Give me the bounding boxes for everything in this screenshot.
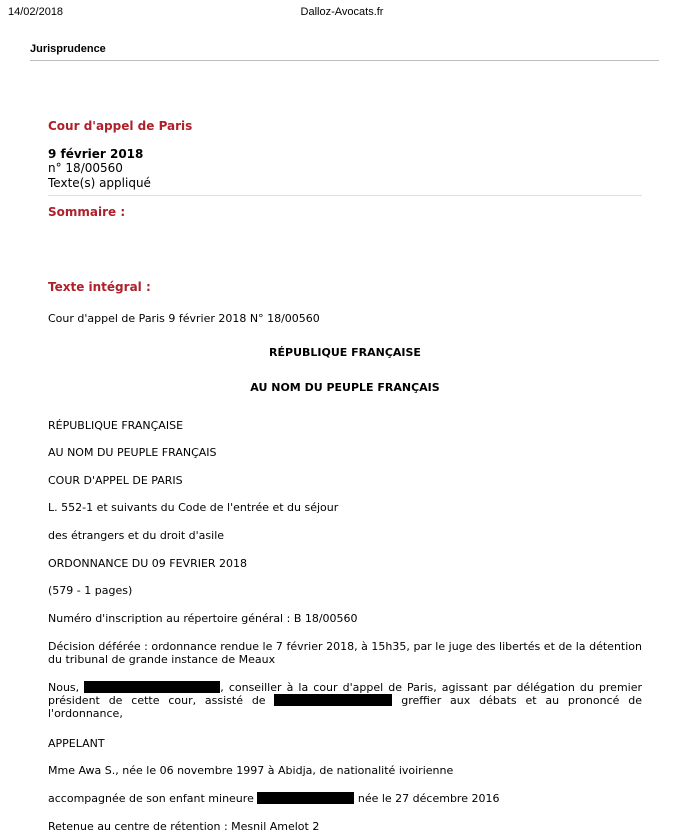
redaction-block: [257, 792, 354, 804]
nous-text-2: , conseiller à la cour d'appel de Paris, agissant par délégation du premier président de cette cour, assisté de: [48, 681, 642, 707]
code-reference-line-1: L. 552-1 et suivants du Code de l'entrée et du séjour: [48, 501, 339, 514]
print-header: [0, 6, 684, 20]
metadata-divider: [48, 195, 642, 196]
code-reference-line-2: des étrangers et du droit d'asile: [48, 529, 225, 542]
accompanied-line: [48, 792, 499, 805]
nous-text-3: greffier aux débats et au prononcé de l'ordonnance,: [48, 694, 642, 720]
people-heading: AU NOM DU PEUPLE FRANÇAIS: [250, 381, 440, 394]
people-line: AU NOM DU PEUPLE FRANÇAIS: [48, 446, 217, 459]
republic-heading: RÉPUBLIQUE FRANÇAISE: [269, 346, 421, 359]
applied-texts: Texte(s) appliqué: [48, 176, 151, 190]
court-caps-line: COUR D'APPEL DE PARIS: [48, 474, 183, 487]
decision-reference: Cour d'appel de Paris 9 février 2018 N° 18/00560: [48, 312, 320, 325]
decision-number: n° 18/00560: [48, 161, 123, 175]
nous-paragraph: [48, 681, 642, 720]
pages-line: (579 - 1 pages): [48, 584, 133, 597]
court-name: Cour d'appel de Paris: [48, 119, 193, 133]
redaction-block: [274, 694, 392, 706]
redaction-block: [84, 681, 220, 693]
ordonnance-line: ORDONNANCE DU 09 FEVRIER 2018: [48, 557, 248, 570]
print-date: 14/02/2018: [8, 6, 64, 18]
deferred-decision-paragraph: Décision déférée : ordonnance rendue le 7 février 2018, à 15h35, par le juge des libertés et de la détention du tribunal de grande instance de Meaux: [48, 640, 642, 666]
fulltext-heading: Texte intégral :: [48, 280, 151, 294]
nous-text-1: Nous,: [48, 681, 80, 694]
accompanied-text-2: née le 27 décembre 2016: [357, 792, 500, 805]
retention-line: Retenue au centre de rétention : Mesnil Amelot 2: [48, 820, 320, 833]
appellant-label: APPELANT: [48, 737, 105, 750]
section-label: Jurisprudence: [30, 43, 106, 55]
decision-date: 9 février 2018: [48, 147, 144, 161]
header-divider: [30, 60, 659, 61]
registry-number-line: Numéro d'inscription au répertoire général : B 18/00560: [48, 612, 358, 625]
republic-line: RÉPUBLIQUE FRANÇAISE: [48, 419, 184, 432]
print-site: Dalloz-Avocats.fr: [300, 6, 384, 18]
appellant-identity: Mme Awa S., née le 06 novembre 1997 à Abidja, de nationalité ivoirienne: [48, 764, 454, 777]
summary-heading: Sommaire :: [48, 205, 126, 219]
accompanied-text-1: accompagnée de son enfant mineure: [48, 792, 254, 805]
